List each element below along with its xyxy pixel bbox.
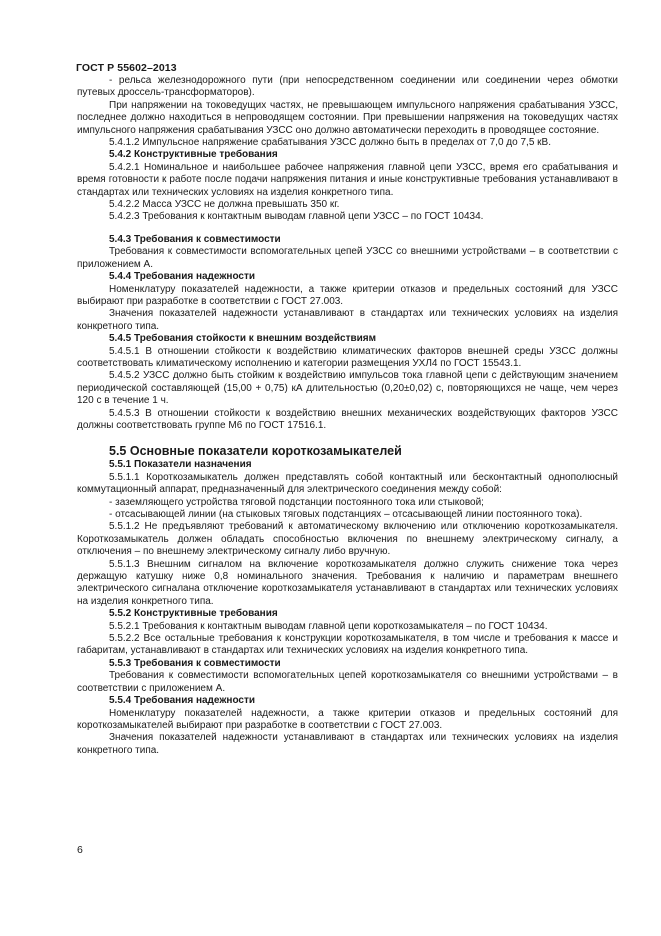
spacer	[77, 432, 618, 444]
paragraph: - рельса железнодорожного пути (при непосредственном соединении или соединении через обмотки путевых дроссель-трансформаторов).	[77, 75, 618, 99]
paragraph: 5.5.2.2 Все остальные требования к конструкции короткозамыкателя, в том числе и требования к массе и габаритам, устанавливают в стандартах или технических условиях на изделия конкретного типа.	[77, 633, 618, 657]
subsection-heading: 5.4.5 Требования стойкости к внешним воздействиям	[109, 333, 377, 345]
paragraph: Номенклатуру показателей надежности, а также критерии отказов и предельных состояний для короткозамыкателей выбирают при разработке в соответствии с ГОСТ 27.003.	[77, 707, 618, 731]
section-heading: 5.5 Основные показатели короткозамыкателей	[109, 444, 402, 459]
paragraph: 5.4.2.2 Масса УЗСС не должна превышать 350 кг.	[109, 199, 340, 211]
page-number: 6	[77, 844, 83, 856]
subsection-heading: 5.5.2 Конструктивные требования	[109, 608, 278, 620]
paragraph: 5.4.2.1 Номинальное и наибольшее рабочее напряжения главной цепи УЗСС, время его срабатывания и время готовности к работе после подачи напряжения питания и иные конструктивные требования устанавливают в стандартах или технических условиях на изделия конкретного типа.	[77, 161, 618, 198]
subsection-heading: 5.5.3 Требования к совместимости	[109, 657, 281, 669]
subsection-heading: 5.4.4 Требования надежности	[109, 271, 256, 283]
list-item: - отсасывающей линии (на стыковых тяговых подстанциях – отсасывающей линии постоянного тока).	[109, 509, 583, 520]
paragraph: Требования к совместимости вспомогательных цепей УЗСС со внешними устройствами – в соответствии с приложением А.	[77, 246, 618, 270]
subsection-heading: 5.4.3 Требования к совместимости	[109, 233, 281, 245]
paragraph: 5.4.5.3 В отношении стойкости к воздействию внешних механических воздействующих факторов УЗСС должны соответствовать группе М6 по ГОСТ 17516.1.	[77, 407, 618, 431]
subsection-heading: 5.5.1 Показатели назначения	[109, 459, 252, 471]
paragraph: 5.5.1.2 Не предъявляют требований к автоматическому включению или отключению короткозамыкателя. Короткозамыкатель должен обладать способностью включения по внешнему электрическому сигналу, а отключения – по внешнему электрическому сигналу либо вручную.	[77, 521, 618, 558]
paragraph: 5.4.5.1 В отношении стойкости к воздействию климатических факторов внешней среды УЗСС должны соответствовать климатическому исполнению и категории размещения УХЛ4 по ГОСТ 15543.1.	[77, 345, 618, 369]
subsection-heading: 5.5.4 Требования надежности	[109, 695, 256, 707]
list-item: - заземляющего устройства тяговой подстанции постоянного тока или стыковой;	[109, 496, 484, 508]
paragraph: При напряжении на токоведущих частях, не превышающем импульсного напряжения срабатывания УЗСС, последнее должно находиться в непроводящем состоянии. При превышении напряжения на токоведущих частях импульсного напряжения срабатывания УЗСС оно должно автоматически переходить в проводящее состояние.	[77, 99, 618, 136]
paragraph: Требования к совместимости вспомогательных цепей короткозамыкателя со внешними устройствами – в соответствии с приложением А.	[77, 670, 618, 694]
paragraph: 5.5.1.3 Внешним сигналом на включение короткозамыкателя должно служить снижение тока через держащую катушку ниже 0,8 номинального значения. Требования к наличию и параметрам внешнего электрического сигналана отключение короткозамыкателя устанавливают в стандартах или технических условиях на изделия конкретного типа.	[77, 558, 618, 607]
paragraph: Значения показателей надежности устанавливают в стандартах или технических условиях на изделия конкретного типа.	[77, 732, 618, 756]
paragraph: Значения показателей надежности устанавливают в стандартах или технических условиях на изделия конкретного типа.	[77, 308, 618, 332]
paragraph: 5.4.5.2 УЗСС должно быть стойким к воздействию импульсов тока главной цепи с действующим значением периодической составляющей (15,00 + 0,75) кА длительностью (0,20±0,02) с, повторяющихся не чаще, чем через 120 с в течение 1 ч.	[77, 370, 618, 407]
paragraph: 5.5.1.1 Короткозамыкатель должен представлять собой контактный или бесконтактный однополюсный коммутационный аппарат, предназначенный для электрического соединения между собой:	[77, 471, 618, 496]
spacer	[77, 224, 618, 234]
document-header: ГОСТ Р 55602–2013	[76, 62, 177, 74]
paragraph: 5.4.2.3 Требования к контактным выводам главной цепи УЗСС – по ГОСТ 10434.	[109, 211, 484, 223]
paragraph: Номенклатуру показателей надежности, а также критерии отказов и предельных состояний для УЗСС выбирают при разработке в соответствии с ГОСТ 27.003.	[77, 283, 618, 307]
paragraph: 5.5.2.1 Требования к контактным выводам главной цепи короткозамыкателя – по ГОСТ 10434.	[109, 620, 548, 632]
subsection-heading: 5.4.2 Конструктивные требования	[109, 149, 278, 161]
document-body	[77, 75, 618, 757]
paragraph: 5.4.1.2 Импульсное напряжение срабатывания УЗСС должно быть в пределах от 7,0 до 7,5 кВ.	[109, 137, 551, 149]
